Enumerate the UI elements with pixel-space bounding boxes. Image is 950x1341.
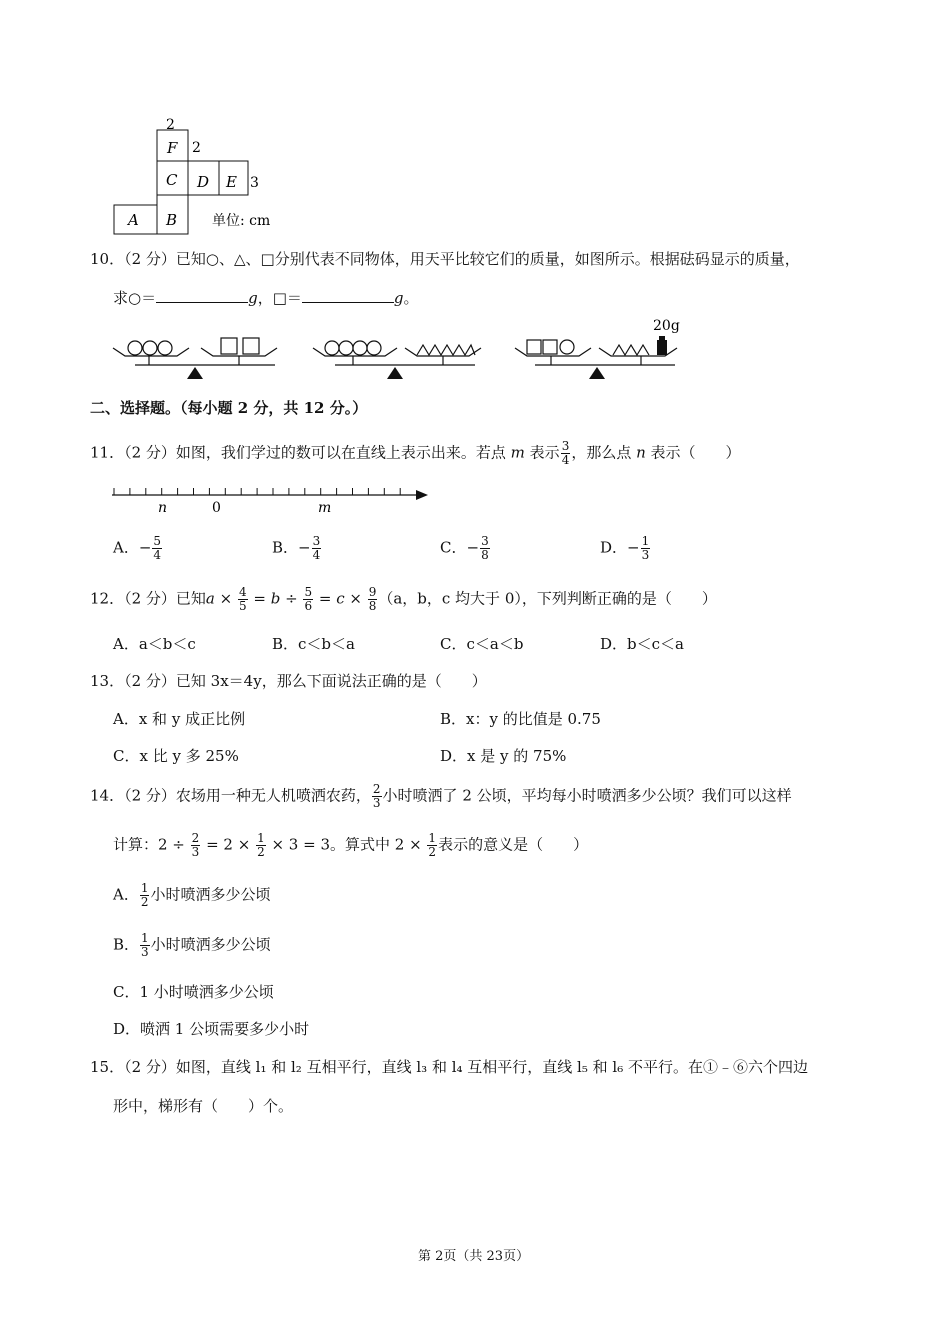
q10-blank-circle[interactable]: [156, 288, 248, 303]
q12-stem: 12．（2 分）已知a × $\frac{4}{5}$ = b ÷ $\frac{5}{6}$ = c × $\frac{9}{8}$ （a，b，c 均大于 0），下列判断正确的是（ ）: [90, 585, 717, 613]
q14-stem-line1: 14．（2 分）农场用一种无人机喷洒农药， $\frac{2}{3}$ 小时喷洒了 2 公顷，平均每小时喷洒多少公顷？我们可以这样: [90, 782, 792, 810]
q15-stem-line1: 15．（2 分）如图，直线 l₁ 和 l₂ 互相平行，直线 l₃ 和 l₄ 互相平行，直线 l₅ 和 l₆ 不平行。在①﹣⑥六个四边: [90, 1058, 808, 1076]
net-label-a: A: [128, 211, 139, 229]
q11-stem: 11．（2 分）如图，我们学过的数可以在直线上表示出来。若点 m 表示 $\frac{3}{4}$ ，那么点 n 表示（ ）: [90, 439, 741, 467]
q14-option-d[interactable]: D．喷洒 1 公顷需要多少小时: [113, 1020, 310, 1038]
q13-stem: 13．（2 分）已知 3x＝4y，那么下面说法正确的是（ ）: [90, 672, 487, 690]
q11-option-b[interactable]: B．− $\frac{3}{4}$: [272, 534, 321, 562]
net-dim-f: 2: [192, 140, 201, 156]
q10-line1: 10．（2 分）已知○、△、□分别代表不同物体，用天平比较它们的质量，如图所示。根据砝码显示的质量，: [90, 250, 800, 268]
net-label-c: C: [166, 171, 178, 189]
net-label-e: E: [226, 173, 237, 191]
number-line: [108, 482, 438, 518]
net-dim-top: 2: [166, 117, 175, 133]
q13-option-d[interactable]: D．x 是 y 的 75%: [440, 747, 567, 765]
q12-option-a[interactable]: A．a＜b＜c: [113, 635, 196, 653]
q14-option-b[interactable]: B． $\frac{1}{3}$ 小时喷洒多少公顷: [113, 931, 271, 959]
q11-frac: $\frac{3}{4}$: [561, 439, 570, 467]
q15-stem-line2: 形中，梯形有（ ）个。: [113, 1097, 294, 1115]
axis-label-m: m: [318, 500, 332, 516]
q10-line2: 求○＝ g，□＝ g。: [113, 289, 419, 307]
q13-option-a[interactable]: A．x 和 y 成正比例: [113, 710, 246, 728]
q10-blank-square[interactable]: [302, 288, 394, 303]
balance-scales-figure: [105, 312, 705, 387]
q13-option-c[interactable]: C．x 比 y 多 25%: [113, 747, 239, 765]
q14-option-c[interactable]: C．1 小时喷洒多少公顷: [113, 983, 274, 1001]
q12-option-c[interactable]: C．c＜a＜b: [440, 635, 524, 653]
q11-option-c[interactable]: C．− $\frac{3}{8}$: [440, 534, 489, 562]
net-label-f: F: [167, 139, 178, 157]
page-footer: 第 2页（共 23页）: [418, 1249, 530, 1264]
net-label-b: B: [166, 211, 178, 229]
q11-option-a[interactable]: A．− $\frac{5}{4}$: [113, 534, 162, 562]
net-unit: 单位: cm: [212, 213, 271, 229]
q14-option-a[interactable]: A． $\frac{1}{2}$ 小时喷洒多少公顷: [113, 881, 271, 909]
cube-net-figure: [100, 110, 300, 240]
q14-stem-line2: 计算：2 ÷ $\frac{2}{3}$ = 2 × $\frac{1}{2}$ × 3 = 3。算式中 2 × $\frac{1}{2}$ 表示的意义是（ ）: [113, 831, 589, 859]
net-label-d: D: [197, 173, 210, 191]
net-dim-e: 3: [250, 175, 259, 191]
axis-label-zero: 0: [212, 500, 221, 516]
q13-option-b[interactable]: B．x：y 的比值是 0.75: [440, 710, 601, 728]
q12-option-d[interactable]: D．b＜c＜a: [600, 635, 684, 653]
axis-label-n: n: [158, 500, 168, 516]
q11-option-d[interactable]: D．− $\frac{1}{3}$: [600, 534, 650, 562]
weight-label: 20g: [653, 318, 680, 334]
section2-heading: 二、选择题。（每小题 2 分，共 12 分。）: [90, 399, 368, 417]
q10-ask-circle: 求○＝: [113, 289, 157, 307]
q12-option-b[interactable]: B．c＜b＜a: [272, 635, 355, 653]
